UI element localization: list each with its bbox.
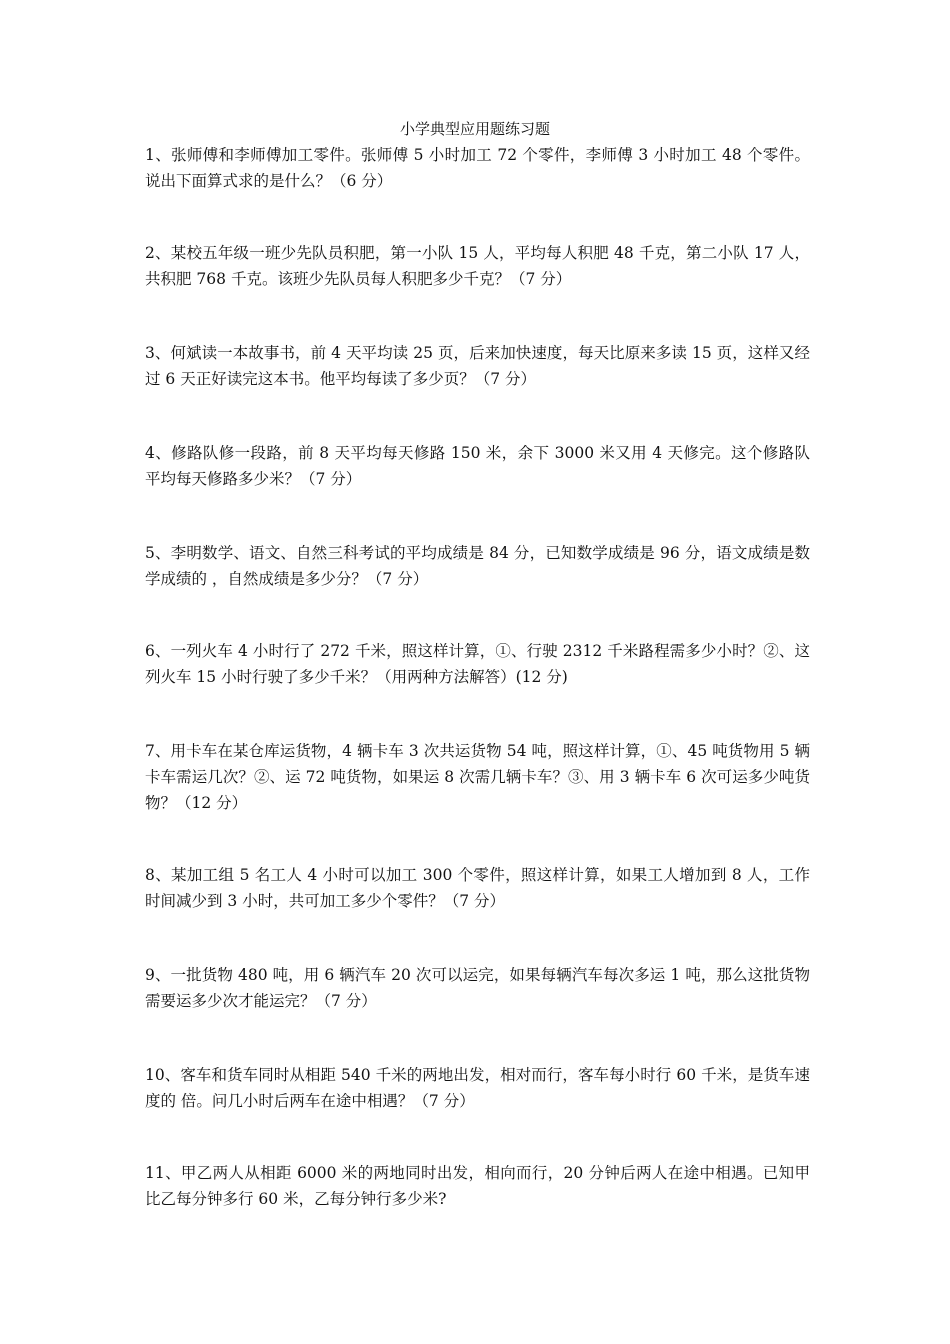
question-9: 9、一批货物 480 吨，用 6 辆汽车 20 次可以运完，如果每辆汽车每次多运 1 吨，那么这批货物需要运多少次才能运完？（7 分）	[145, 966, 810, 1010]
question-3: 3、何斌读一本故事书，前 4 天平均读 25 页，后来加快速度，每天比原来多读 15 页，这样又经过 6 天正好读完这本书。他平均每读了多少页？（7 分）	[145, 344, 810, 388]
question-7: 7、用卡车在某仓库运货物，4 辆卡车 3 次共运货物 54 吨，照这样计算，①、45 吨货物用 5 辆卡车需运几次？②、运 72 吨货物，如果运 8 次需几辆卡车？③、用 3 辆卡车 6 次可运多少吨货物？（12 分）	[145, 742, 810, 812]
question-1: 1、张师傅和李师傅加工零件。张师傅 5 小时加工 72 个零件，李师傅 3 小时加工 48 个零件。说出下面算式求的是什么？（6 分）	[145, 146, 810, 190]
question-6: 6、一列火车 4 小时行了 272 千米，照这样计算，①、行驶 2312 千米路程需多少小时？②、这列火车 15 小时行驶了多少千米？（用两种方法解答）(12 分)	[145, 642, 810, 686]
question-11: 11、甲乙两人从相距 6000 米的两地同时出发，相向而行，20 分钟后两人在途中相遇。已知甲比乙每分钟多行 60 米，乙每分钟行多少米?	[145, 1164, 810, 1208]
question-4: 4、修路队修一段路，前 8 天平均每天修路 150 米，余下 3000 米又用 4 天修完。这个修路队平均每天修路多少米？（7 分）	[145, 444, 810, 488]
question-10: 10、客车和货车同时从相距 540 千米的两地出发，相对而行，客车每小时行 60 千米，是货车速度的 倍。问几小时后两车在途中相遇？（7 分）	[145, 1066, 810, 1110]
document-title: 小学典型应用题练习题	[399, 120, 550, 138]
question-8: 8、某加工组 5 名工人 4 小时可以加工 300 个零件，照这样计算，如果工人增加到 8 人，工作时间减少到 3 小时，共可加工多少个零件？（7 分）	[145, 866, 810, 910]
question-5: 5、李明数学、语文、自然三科考试的平均成绩是 84 分，已知数学成绩是 96 分，语文成绩是数学成绩的 ，自然成绩是多少分？（7 分）	[145, 544, 810, 588]
question-2: 2、某校五年级一班少先队员积肥，第一小队 15 人，平均每人积肥 48 千克，第二小队 17 人，共积肥 768 千克。该班少先队员每人积肥多少千克？（7 分）	[145, 244, 810, 288]
